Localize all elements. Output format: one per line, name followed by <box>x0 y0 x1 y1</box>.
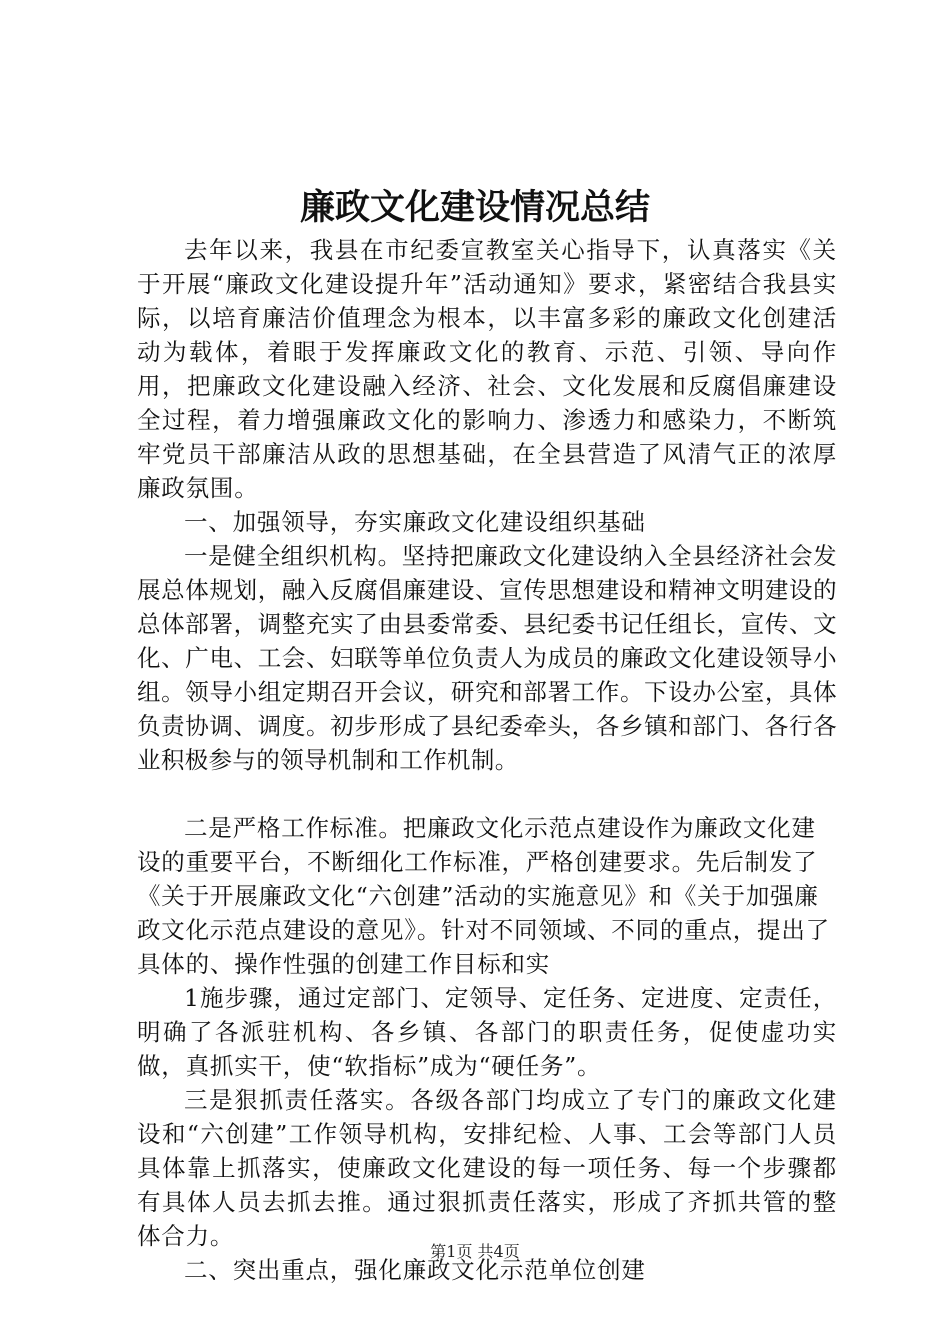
body-paragraph: 1施步骤，通过定部门、定领导、定任务、定进度、定责任，明确了各派驻机构、各乡镇、各部门的职责任务，促使虚功实做，真抓实干，使“软指标”成为“硬任务”。 <box>137 984 837 1080</box>
intro-paragraph: 去年以来，我县在市纪委宣教室关心指导下，认真落实《关于开展“廉政文化建设提升年”活动通知》要求，紧密结合我县实际，以培育廉洁价值理念为根本，以丰富多彩的廉政文化创建活动为载体，着眼于发挥廉政文化的教育、示范、引领、导向作用，把廉政文化建设融入经济、社会、文化发展和反腐倡廉建设全过程，着力增强廉政文化的影响力、渗透力和感染力，不断筑牢党员干部廉洁从政的思想基础，在全县营造了风清气正的浓厚廉政氛围。 <box>137 236 837 502</box>
paragraph-spacer <box>137 777 837 811</box>
document-body <box>137 233 837 1287</box>
section-heading-1: 一、加强领导，夯实廉政文化建设组织基础 <box>184 508 646 536</box>
section-heading-2: 二、突出重点，强化廉政文化示范单位创建 <box>184 1256 646 1284</box>
page-title: 廉政文化建设情况总结 <box>299 187 650 228</box>
body-paragraph: 二是严格工作标准。把廉政文化示范点建设作为廉政文化建设的重要平台，不断细化工作标准，严格创建要求。先后制发了《关于开展廉政文化“六创建”活动的实施意见》和《关于加强廉政文化示范点建设的意见》。针对不同领域、不同的重点，提出了具体的、操作性强的创建工作目标和实 <box>137 814 830 978</box>
page-footer: 第1页 共4页 <box>430 1242 520 1261</box>
body-paragraph: 三是狠抓责任落实。各级各部门均成立了专门的廉政文化建设和“六创建”工作领导机构，安排纪检、人事、工会等部门人员具体靠上抓落实，使廉政文化建设的每一项任务、每一个步骤都有具体人员去抓去推。通过狠抓责任落实，形成了齐抓共管的整体合力。 <box>137 1086 837 1250</box>
body-paragraph: 一是健全组织机构。坚持把廉政文化建设纳入全县经济社会发展总体规划，融入反腐倡廉建设、宣传思想建设和精神文明建设的总体部署，调整充实了由县委常委、县纪委书记任组长，宣传、文化、广电、工会、妇联等单位负责人为成员的廉政文化建设领导小组。领导小组定期召开会议，研究和部署工作。下设办公室，具体负责协调、调度。初步形成了县纪委牵头，各乡镇和部门、各行各业积极参与的领导机制和工作机制。 <box>137 542 837 774</box>
